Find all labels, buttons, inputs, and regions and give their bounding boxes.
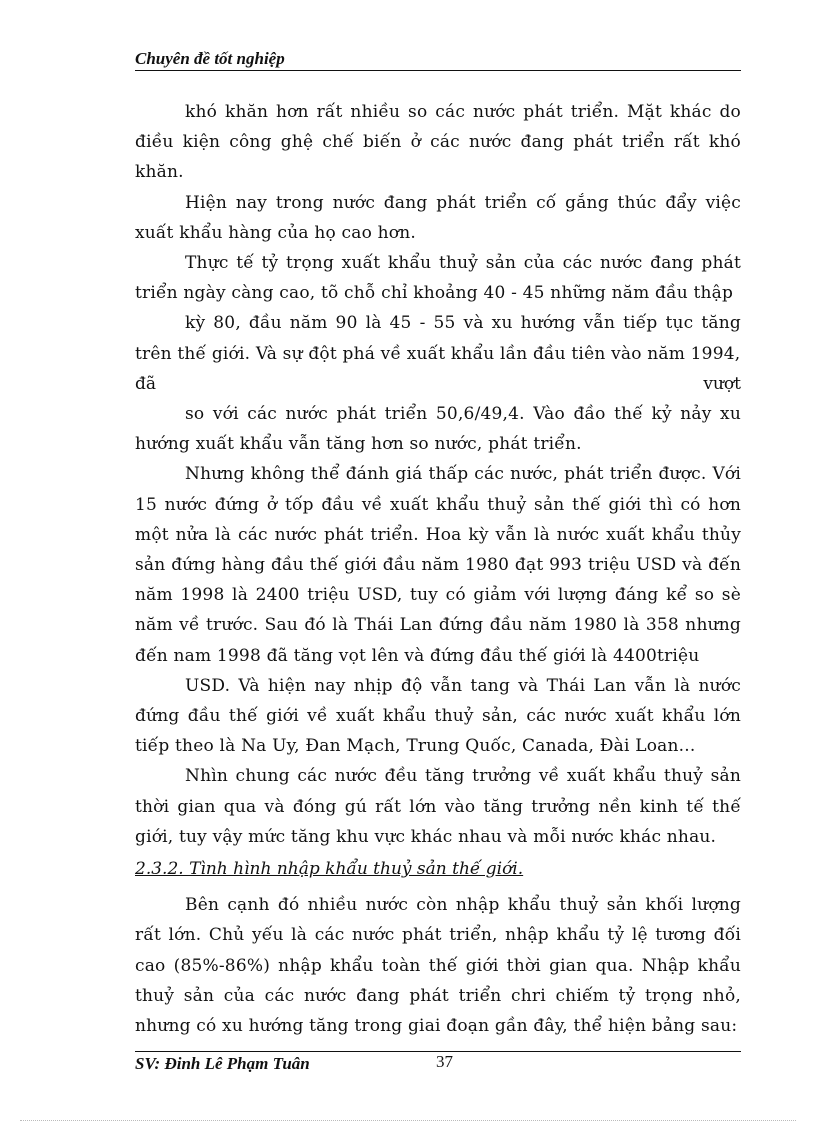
paragraph-7: USD. Và hiện nay nhịp độ vẫn tang và Thái Lan vẫn là nước đứng đầu thế giới về xuất khẩu thuỷ sản, các nước xuất khẩu lớn tiếp theo là Na Uy, Đan Mạch, Trung Quốc, Canada, Đài Loan... <box>135 675 741 757</box>
split-line-right: vượt <box>703 373 741 394</box>
paragraph-9: Bên cạnh đó nhiều nước còn nhập khẩu thuỷ sản khối lượng rất lớn. Chủ yếu là các nước phát triển, nhập khẩu tỷ lệ tương đối cao (85%-86%) nhập khẩu toàn thế giới thời gian qua. Nhập khẩu thuỷ sản của các nước đang phát triển chri chiếm tỷ trọng nhỏ, nhưng có xu hướng tăng trong giai đoạn gần đây, thể hiện bảng sau: <box>135 895 741 1037</box>
page-header <box>135 48 741 71</box>
paragraph-1: khó khăn hơn rất nhiều so các nước phát triển. Mặt khác do điều kiện công ghệ chế biến ở các nước đang phát triển rất khó khăn. <box>135 102 741 183</box>
paragraph-8: Nhìn chung các nước đều tăng trưởng về xuất khẩu thuỷ sản thời gian qua và đóng gú rất lớn vào tăng trưởng nền kinh tế thế giới, tuy vậy mức tăng khu vực khác nhau và mỗi nước khác nhau. <box>135 766 741 847</box>
page-number: 37 <box>436 1052 453 1071</box>
paragraph-3: Thực tế tỷ trọng xuất khẩu thuỷ sản của các nước đang phát triển ngày càng cao, tõ chỗ chỉ khoảng 40 - 45 những năm đầu thập <box>135 253 741 304</box>
split-line-left: đã <box>135 373 157 394</box>
section-heading: 2.3.2. Tình hình nhập khẩu thuỷ sản thế giới. <box>135 859 524 880</box>
document-body <box>135 97 741 1041</box>
paragraph-2: Hiện nay trong nước đang phát triển cố gắng thúc đẩy việc xuất khẩu hàng của họ cao hơn. <box>135 192 741 243</box>
footer-author: SV: Đinh Lê Phạm Tuân <box>135 1054 310 1073</box>
header-title: Chuyên đề tốt nghiệp <box>135 49 285 68</box>
paragraph-4: kỳ 80, đầu năm 90 là 45 - 55 và xu hướng vẫn tiếp tục tăng trên thế giới. Và sự đột phá về xuất khẩu lần đầu tiên vào năm 1994, <box>135 313 741 364</box>
paragraph-5: so với các nước phát triển 50,6/49,4. Vào đầo thế kỷ nảy xu hướng xuất khẩu vẫn tăng hơn so nước, phát triển. <box>135 404 741 455</box>
page-edge-divider <box>20 1120 796 1121</box>
paragraph-6: Nhưng không thể đánh giá thấp các nước, phát triển được. Với 15 nước đứng ở tốp đầu về xuất khẩu thuỷ sản thế giới thì có hơn một nửa là các nước phát triển. Hoa kỳ vẫn là nước xuất khẩu thủy sản đứng hàng đầu thế giới đầu năm 1980 đạt 993 triệu USD và đến năm 1998 là 2400 triệu USD, tuy có giảm với lượng đáng kể so sè năm về trước. Sau đó là Thái Lan đứng đầu năm 1980 là 358 nhưng đến nam 1998 đã tăng vọt lên và đứng đầu thế giới là 4400triệu <box>135 464 741 666</box>
split-line <box>135 369 741 399</box>
